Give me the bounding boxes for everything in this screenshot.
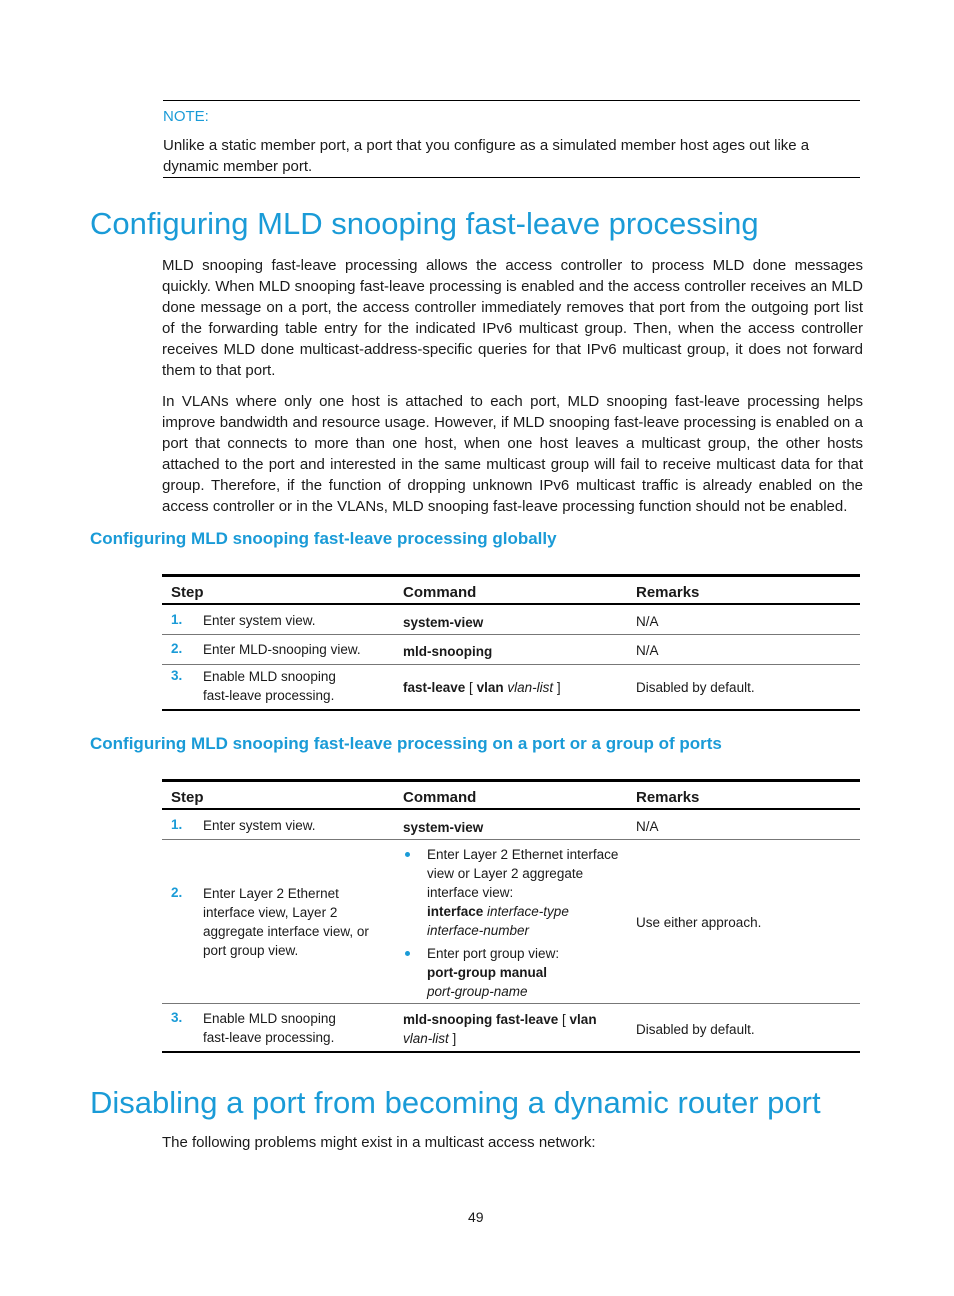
row-divider bbox=[162, 839, 860, 840]
table-bottom-rule bbox=[162, 709, 860, 711]
step-description: Enter MLD-snooping view. bbox=[203, 642, 361, 657]
command-keyword: vlan bbox=[569, 1012, 597, 1027]
column-header-command: Command bbox=[403, 584, 477, 601]
bullet-line: Enter port group view: bbox=[427, 946, 560, 961]
bullet-icon bbox=[405, 951, 410, 956]
command-text bbox=[403, 1029, 456, 1048]
command-text bbox=[403, 1010, 597, 1029]
table-bottom-rule bbox=[162, 1051, 860, 1053]
command-text: system-view bbox=[403, 820, 484, 835]
step-description-line: interface view, Layer 2 bbox=[203, 905, 338, 920]
row-divider bbox=[162, 1003, 860, 1004]
paragraph-fast-leave-vlans: In VLANs where only one host is attached to each port, MLD snooping fast-leave processing helps improve bandwidth and resource usage. However, if MLD snooping fast-leave processing is enabled on a port that connects to more than one host, when one host leaves a multicast group, the other hosts attached to the port and interested in the same multicast group will fail to receive multicast data for that group. Therefore, if the function of dropping unknown IPv6 multicast traffic is already enabled on the access controller or in the VLANs, MLD snooping fast-leave processing function should not be enabled. bbox=[162, 393, 863, 515]
paragraph-router-port-intro: The following problems might exist in a multicast access network: bbox=[162, 1134, 596, 1151]
remarks-text: Use either approach. bbox=[636, 915, 762, 930]
table-top-rule bbox=[162, 574, 860, 577]
page-number: 49 bbox=[468, 1209, 484, 1225]
step-number: 2. bbox=[171, 641, 183, 656]
column-header-command: Command bbox=[403, 789, 477, 806]
table-top-rule bbox=[162, 779, 860, 782]
command-text bbox=[427, 902, 569, 921]
step-number: 3. bbox=[171, 668, 183, 683]
step-number: 2. bbox=[171, 885, 183, 900]
command-argument: interface-type bbox=[483, 904, 569, 919]
remarks-text: N/A bbox=[636, 614, 659, 629]
step-description: Enter system view. bbox=[203, 818, 316, 833]
remarks-text: N/A bbox=[636, 819, 659, 834]
command-bracket: [ bbox=[465, 680, 477, 695]
command-text bbox=[403, 678, 561, 697]
column-header-step: Step bbox=[171, 584, 204, 601]
step-description-line: Enter Layer 2 Ethernet bbox=[203, 886, 339, 901]
command-text: system-view bbox=[403, 615, 484, 630]
command-text: mld-snooping bbox=[403, 644, 493, 659]
bullet-line: interface view: bbox=[427, 885, 514, 900]
command-argument: vlan-list bbox=[503, 680, 554, 695]
step-description-line: port group view. bbox=[203, 943, 299, 958]
step-description-line: fast-leave processing. bbox=[203, 688, 335, 703]
command-keyword: port-group manual bbox=[427, 965, 547, 980]
row-divider bbox=[162, 664, 860, 665]
bullet-icon bbox=[405, 852, 410, 857]
row-divider bbox=[162, 634, 860, 635]
bullet-line: Enter Layer 2 Ethernet interface bbox=[427, 847, 619, 862]
note-label: NOTE: bbox=[163, 108, 209, 125]
command-argument: port-group-name bbox=[427, 984, 528, 999]
section-title-fast-leave: Configuring MLD snooping fast-leave processing bbox=[90, 206, 759, 241]
command-argument: interface-number bbox=[427, 923, 530, 938]
step-number: 1. bbox=[171, 817, 183, 832]
command-bracket: [ bbox=[558, 1012, 570, 1027]
section-title-router-port: Disabling a port from becoming a dynamic router port bbox=[90, 1085, 821, 1120]
note-bottom-rule bbox=[163, 177, 860, 178]
remarks-text: Disabled by default. bbox=[636, 680, 755, 695]
command-bracket: ] bbox=[553, 680, 561, 695]
remarks-text: N/A bbox=[636, 643, 659, 658]
step-description-line: Enable MLD snooping bbox=[203, 1011, 336, 1026]
remarks-text: Disabled by default. bbox=[636, 1022, 755, 1037]
note-top-rule bbox=[163, 100, 860, 101]
note-text: Unlike a static member port, a port that you configure as a simulated member host ages out like a dynamic member port. bbox=[163, 137, 810, 175]
column-header-step: Step bbox=[171, 789, 204, 806]
paragraph-fast-leave-intro: MLD snooping fast-leave processing allows the access controller to process MLD done messages quickly. When MLD snooping fast-leave processing is enabled and the access controller receives an MLD done message on a port, the access controller immediately removes that port from the outgoing port list of the forwarding table entry for the indicated IPv6 multicast group. Then, when the access controller receives MLD done multicast-address-specific queries for that IPv6 multicast group, it does not forward them to that port. bbox=[162, 257, 863, 379]
column-header-remarks: Remarks bbox=[636, 789, 700, 806]
subsection-title-globally: Configuring MLD snooping fast-leave processing globally bbox=[90, 529, 557, 548]
command-argument: vlan-list bbox=[403, 1031, 449, 1046]
command-keyword: vlan bbox=[476, 680, 504, 695]
table-header-rule bbox=[162, 808, 860, 810]
step-description: Enter system view. bbox=[203, 613, 316, 628]
column-header-remarks: Remarks bbox=[636, 584, 700, 601]
step-description-line: aggregate interface view, or bbox=[203, 924, 369, 939]
step-number: 1. bbox=[171, 612, 183, 627]
command-keyword: interface bbox=[427, 904, 484, 919]
command-keyword: mld-snooping fast-leave bbox=[403, 1012, 559, 1027]
step-number: 3. bbox=[171, 1010, 183, 1025]
step-description-line: fast-leave processing. bbox=[203, 1030, 335, 1045]
step-description-line: Enable MLD snooping bbox=[203, 669, 336, 684]
subsection-title-port: Configuring MLD snooping fast-leave processing on a port or a group of ports bbox=[90, 734, 722, 753]
command-bracket: ] bbox=[448, 1031, 457, 1046]
table-header-rule bbox=[162, 603, 860, 605]
bullet-line: view or Layer 2 aggregate bbox=[427, 866, 584, 881]
command-keyword: fast-leave bbox=[403, 680, 466, 695]
